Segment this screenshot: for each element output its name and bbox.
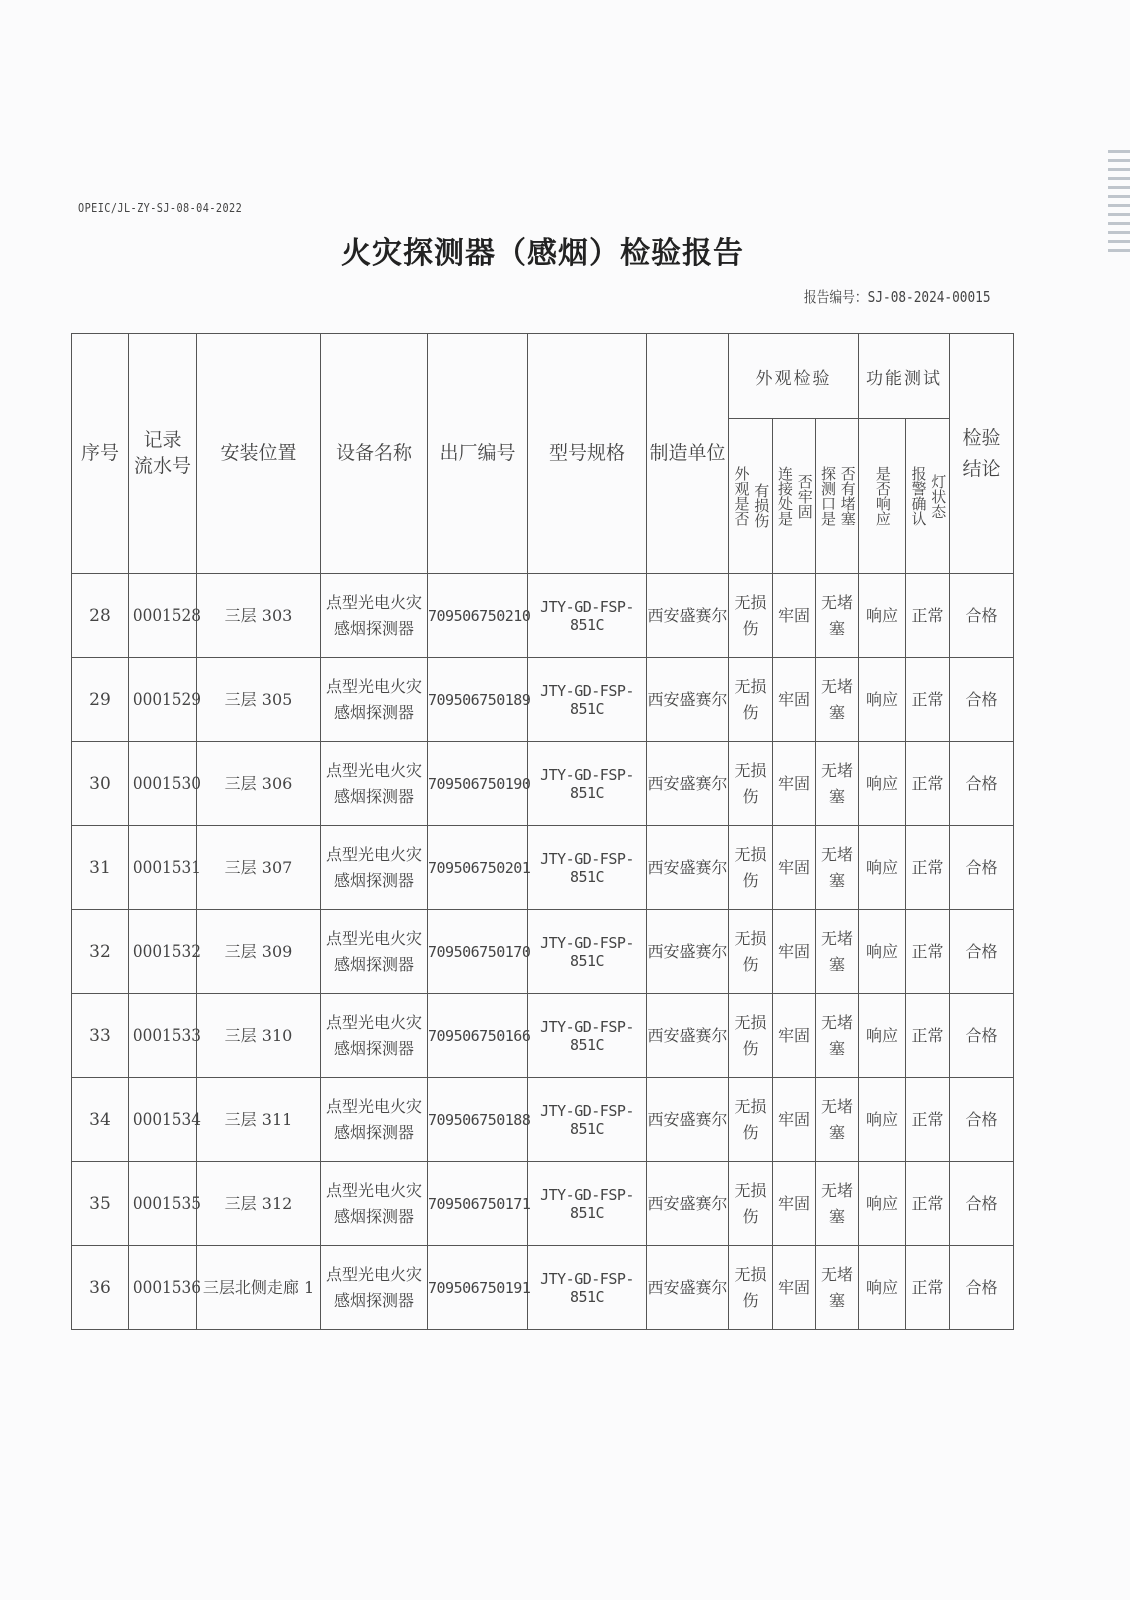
cell-device-name-line1: 点型光电火灾 <box>325 760 422 780</box>
cell-firm: 牢固 <box>773 1078 816 1162</box>
table-row <box>72 1078 1014 1162</box>
cell-location: 三层 303 <box>197 574 321 658</box>
header-firm-col1: 连接处是 <box>776 466 794 526</box>
cell-alarm: 正常 <box>906 994 950 1078</box>
header-function-group: 功能测试 <box>859 334 950 419</box>
cell-device-name-line1: 点型光电火灾 <box>325 1264 422 1284</box>
cell-device-name-line2: 感烟探测器 <box>333 954 414 974</box>
cell-record-no: 0001530 <box>132 742 193 826</box>
cell-response: 响应 <box>859 1246 906 1330</box>
cell-block-line2: 塞 <box>829 954 846 974</box>
cell-response: 响应 <box>859 742 906 826</box>
cell-location: 三层 305 <box>197 658 321 742</box>
cell-damage <box>729 1078 773 1162</box>
cell-response: 响应 <box>859 574 906 658</box>
cell-device-name-line1: 点型光电火灾 <box>325 1012 422 1032</box>
cell-device-name <box>321 826 428 910</box>
cell-damage <box>729 994 773 1078</box>
header-damage-col2: 有损伤 <box>752 482 771 528</box>
cell-alarm: 正常 <box>906 1246 950 1330</box>
cell-factory-no: 709506750188 <box>428 1078 528 1162</box>
cell-block-line1: 无堵 <box>821 676 854 696</box>
cell-device-name-line2: 感烟探测器 <box>333 618 414 638</box>
cell-firm: 牢固 <box>773 826 816 910</box>
cell-firm: 牢固 <box>773 742 816 826</box>
cell-device-name-line2: 感烟探测器 <box>333 1038 414 1058</box>
cell-manufacturer: 西安盛赛尔 <box>647 1162 729 1246</box>
cell-alarm: 正常 <box>906 910 950 994</box>
cell-record-no: 0001536 <box>132 1246 193 1330</box>
cell-manufacturer: 西安盛赛尔 <box>647 826 729 910</box>
cell-block <box>816 994 859 1078</box>
cell-record-no: 0001531 <box>132 826 193 910</box>
cell-device-name <box>321 742 428 826</box>
table-body <box>72 574 1014 1330</box>
cell-record-no: 0001532 <box>132 910 193 994</box>
cell-block <box>816 742 859 826</box>
cell-model: JTY-GD-FSP-851C <box>528 1162 647 1246</box>
header-row-1 <box>72 334 1014 419</box>
table-row <box>72 994 1014 1078</box>
cell-damage <box>729 658 773 742</box>
cell-device-name-line1: 点型光电火灾 <box>325 1096 422 1116</box>
table-row <box>72 742 1014 826</box>
cell-block-line2: 塞 <box>829 786 846 806</box>
cell-seq: 34 <box>72 1078 129 1162</box>
cell-block <box>816 574 859 658</box>
cell-firm: 牢固 <box>773 574 816 658</box>
cell-location: 三层 310 <box>197 994 321 1078</box>
cell-alarm: 正常 <box>906 742 950 826</box>
cell-damage-line1: 无损 <box>734 1012 767 1032</box>
cell-response: 响应 <box>859 826 906 910</box>
cell-damage <box>729 742 773 826</box>
cell-block <box>816 910 859 994</box>
cell-block <box>816 1078 859 1162</box>
cell-block-line2: 塞 <box>829 618 846 638</box>
cell-damage-line2: 伤 <box>742 1206 759 1226</box>
cell-factory-no: 709506750191 <box>428 1246 528 1330</box>
cell-seq: 30 <box>72 742 129 826</box>
cell-factory-no: 709506750201 <box>428 826 528 910</box>
cell-device-name-line2: 感烟探测器 <box>333 870 414 890</box>
cell-seq: 28 <box>72 574 129 658</box>
cell-model: JTY-GD-FSP-851C <box>528 574 647 658</box>
cell-block-line1: 无堵 <box>821 1264 854 1284</box>
cell-device-name-line2: 感烟探测器 <box>333 786 414 806</box>
inspection-table <box>71 333 1014 1330</box>
cell-manufacturer: 西安盛赛尔 <box>647 1078 729 1162</box>
cell-device-name-line2: 感烟探测器 <box>333 1290 414 1310</box>
cell-result: 合格 <box>950 742 1014 826</box>
cell-damage <box>729 826 773 910</box>
cell-location: 三层北侧走廊 1 <box>197 1246 321 1330</box>
cell-damage-line2: 伤 <box>742 786 759 806</box>
table-row <box>72 574 1014 658</box>
cell-block <box>816 1246 859 1330</box>
cell-seq: 35 <box>72 1162 129 1246</box>
header-conclusion-text: 检验结论 <box>962 427 1001 480</box>
cell-device-name <box>321 658 428 742</box>
cell-device-name-line1: 点型光电火灾 <box>325 928 422 948</box>
header-block-col2: 否有堵塞 <box>838 466 857 526</box>
cell-result: 合格 <box>950 658 1014 742</box>
cell-firm: 牢固 <box>773 658 816 742</box>
cell-record-no: 0001535 <box>132 1162 193 1246</box>
header-factory-no: 出厂编号 <box>428 334 528 574</box>
document-code: OPEIC/JL-ZY-SJ-08-04-2022 <box>78 201 243 215</box>
cell-block-line1: 无堵 <box>821 760 854 780</box>
cell-seq: 31 <box>72 826 129 910</box>
cell-location: 三层 312 <box>197 1162 321 1246</box>
cell-damage-line2: 伤 <box>742 1290 759 1310</box>
cell-block-line1: 无堵 <box>821 1012 854 1032</box>
cell-result: 合格 <box>950 910 1014 994</box>
cell-device-name <box>321 910 428 994</box>
cell-result: 合格 <box>950 1162 1014 1246</box>
cell-block-line1: 无堵 <box>821 1096 854 1116</box>
cell-response: 响应 <box>859 910 906 994</box>
cell-seq: 29 <box>72 658 129 742</box>
cell-block <box>816 658 859 742</box>
cell-device-name-line1: 点型光电火灾 <box>325 592 422 612</box>
cell-alarm: 正常 <box>906 574 950 658</box>
cell-firm: 牢固 <box>773 910 816 994</box>
cell-damage <box>729 574 773 658</box>
header-seq: 序号 <box>72 334 129 574</box>
cell-damage <box>729 1162 773 1246</box>
cell-damage-line2: 伤 <box>742 702 759 722</box>
cell-damage-line2: 伤 <box>742 1122 759 1142</box>
table-row <box>72 826 1014 910</box>
cell-firm: 牢固 <box>773 1162 816 1246</box>
cell-damage-line1: 无损 <box>734 676 767 696</box>
cell-damage-line1: 无损 <box>734 1096 767 1116</box>
cell-manufacturer: 西安盛赛尔 <box>647 658 729 742</box>
report-number: 报告编号：SJ-08-2024-00015 <box>803 288 990 306</box>
cell-damage-line1: 无损 <box>734 928 767 948</box>
cell-damage-line1: 无损 <box>734 1264 767 1284</box>
cell-record-no: 0001533 <box>132 994 193 1078</box>
cell-firm: 牢固 <box>773 994 816 1078</box>
cell-block <box>816 826 859 910</box>
cell-block-line2: 塞 <box>829 870 846 890</box>
cell-block-line1: 无堵 <box>821 928 854 948</box>
header-manufacturer: 制造单位 <box>647 334 729 574</box>
header-location: 安装位置 <box>197 334 321 574</box>
header-record-no <box>129 334 197 574</box>
table-row <box>72 910 1014 994</box>
header-model: 型号规格 <box>528 334 647 574</box>
cell-block-line2: 塞 <box>829 1206 846 1226</box>
cell-factory-no: 709506750170 <box>428 910 528 994</box>
cell-block-line1: 无堵 <box>821 844 854 864</box>
cell-model: JTY-GD-FSP-851C <box>528 742 647 826</box>
cell-factory-no: 709506750189 <box>428 658 528 742</box>
cell-response: 响应 <box>859 658 906 742</box>
cell-device-name-line1: 点型光电火灾 <box>325 844 422 864</box>
cell-device-name-line2: 感烟探测器 <box>333 1122 414 1142</box>
cell-damage <box>729 1246 773 1330</box>
cell-location: 三层 307 <box>197 826 321 910</box>
cell-manufacturer: 西安盛赛尔 <box>647 574 729 658</box>
header-appearance-damage <box>729 419 773 574</box>
cell-manufacturer: 西安盛赛尔 <box>647 994 729 1078</box>
cell-damage-line1: 无损 <box>734 592 767 612</box>
page-title: 火灾探测器（感烟）检验报告 <box>341 236 744 271</box>
cell-record-no: 0001528 <box>132 574 193 658</box>
header-record-line1: 记录 <box>143 428 182 451</box>
cell-device-name-line2: 感烟探测器 <box>333 1206 414 1226</box>
cell-damage-line1: 无损 <box>734 1180 767 1200</box>
cell-device-name <box>321 1162 428 1246</box>
header-alarm-col2: 灯状态 <box>929 473 948 519</box>
cell-device-name-line1: 点型光电火灾 <box>325 676 422 696</box>
header-record-line2: 流水号 <box>133 454 191 477</box>
table-row <box>72 1162 1014 1246</box>
cell-manufacturer: 西安盛赛尔 <box>647 742 729 826</box>
cell-seq: 36 <box>72 1246 129 1330</box>
cell-block <box>816 1162 859 1246</box>
cell-damage-line2: 伤 <box>742 870 759 890</box>
cell-device-name-line1: 点型光电火灾 <box>325 1180 422 1200</box>
cell-model: JTY-GD-FSP-851C <box>528 1078 647 1162</box>
scan-edge-marks <box>1108 150 1130 310</box>
cell-factory-no: 709506750190 <box>428 742 528 826</box>
cell-model: JTY-GD-FSP-851C <box>528 826 647 910</box>
cell-result: 合格 <box>950 826 1014 910</box>
cell-response: 响应 <box>859 1078 906 1162</box>
cell-alarm: 正常 <box>906 1162 950 1246</box>
cell-damage-line1: 无损 <box>734 844 767 864</box>
cell-alarm: 正常 <box>906 658 950 742</box>
cell-block-line1: 无堵 <box>821 1180 854 1200</box>
cell-result: 合格 <box>950 574 1014 658</box>
cell-block-line2: 塞 <box>829 1290 846 1310</box>
cell-location: 三层 306 <box>197 742 321 826</box>
header-function-alarm <box>906 419 950 574</box>
table-row <box>72 658 1014 742</box>
header-damage-col1: 外观是否 <box>732 466 751 526</box>
cell-damage-line1: 无损 <box>734 760 767 780</box>
cell-damage <box>729 910 773 994</box>
cell-factory-no: 709506750166 <box>428 994 528 1078</box>
cell-location: 三层 311 <box>197 1078 321 1162</box>
header-appearance-block <box>816 419 859 574</box>
cell-result: 合格 <box>950 994 1014 1078</box>
cell-seq: 33 <box>72 994 129 1078</box>
cell-result: 合格 <box>950 1246 1014 1330</box>
header-firm-col2: 否牢固 <box>795 473 814 519</box>
cell-factory-no: 709506750210 <box>428 574 528 658</box>
cell-seq: 32 <box>72 910 129 994</box>
cell-alarm: 正常 <box>906 826 950 910</box>
header-conclusion <box>950 334 1014 574</box>
cell-record-no: 0001534 <box>132 1078 193 1162</box>
cell-block-line2: 塞 <box>829 1038 846 1058</box>
cell-model: JTY-GD-FSP-851C <box>528 994 647 1078</box>
cell-device-name-line2: 感烟探测器 <box>333 702 414 722</box>
cell-block-line2: 塞 <box>829 1122 846 1142</box>
cell-model: JTY-GD-FSP-851C <box>528 1246 647 1330</box>
cell-model: JTY-GD-FSP-851C <box>528 910 647 994</box>
cell-device-name <box>321 574 428 658</box>
cell-firm: 牢固 <box>773 1246 816 1330</box>
cell-device-name <box>321 1246 428 1330</box>
cell-factory-no: 709506750171 <box>428 1162 528 1246</box>
cell-result: 合格 <box>950 1078 1014 1162</box>
cell-model: JTY-GD-FSP-851C <box>528 658 647 742</box>
cell-damage-line2: 伤 <box>742 954 759 974</box>
cell-device-name <box>321 1078 428 1162</box>
cell-response: 响应 <box>859 1162 906 1246</box>
cell-response: 响应 <box>859 994 906 1078</box>
cell-manufacturer: 西安盛赛尔 <box>647 910 729 994</box>
cell-block-line1: 无堵 <box>821 592 854 612</box>
cell-alarm: 正常 <box>906 1078 950 1162</box>
header-appearance-group: 外观检验 <box>729 334 859 419</box>
header-alarm-col1: 报警确认 <box>909 466 928 526</box>
header-device-name: 设备名称 <box>321 334 428 574</box>
cell-damage-line2: 伤 <box>742 1038 759 1058</box>
cell-manufacturer: 西安盛赛尔 <box>647 1246 729 1330</box>
header-appearance-firm <box>773 419 816 574</box>
cell-location: 三层 309 <box>197 910 321 994</box>
table-row <box>72 1246 1014 1330</box>
cell-record-no: 0001529 <box>132 658 193 742</box>
cell-damage-line2: 伤 <box>742 618 759 638</box>
header-block-col1: 探测口是 <box>819 466 838 526</box>
header-response-col: 是否响应 <box>873 466 892 526</box>
cell-device-name <box>321 994 428 1078</box>
cell-block-line2: 塞 <box>829 702 846 722</box>
header-function-response <box>859 419 906 574</box>
